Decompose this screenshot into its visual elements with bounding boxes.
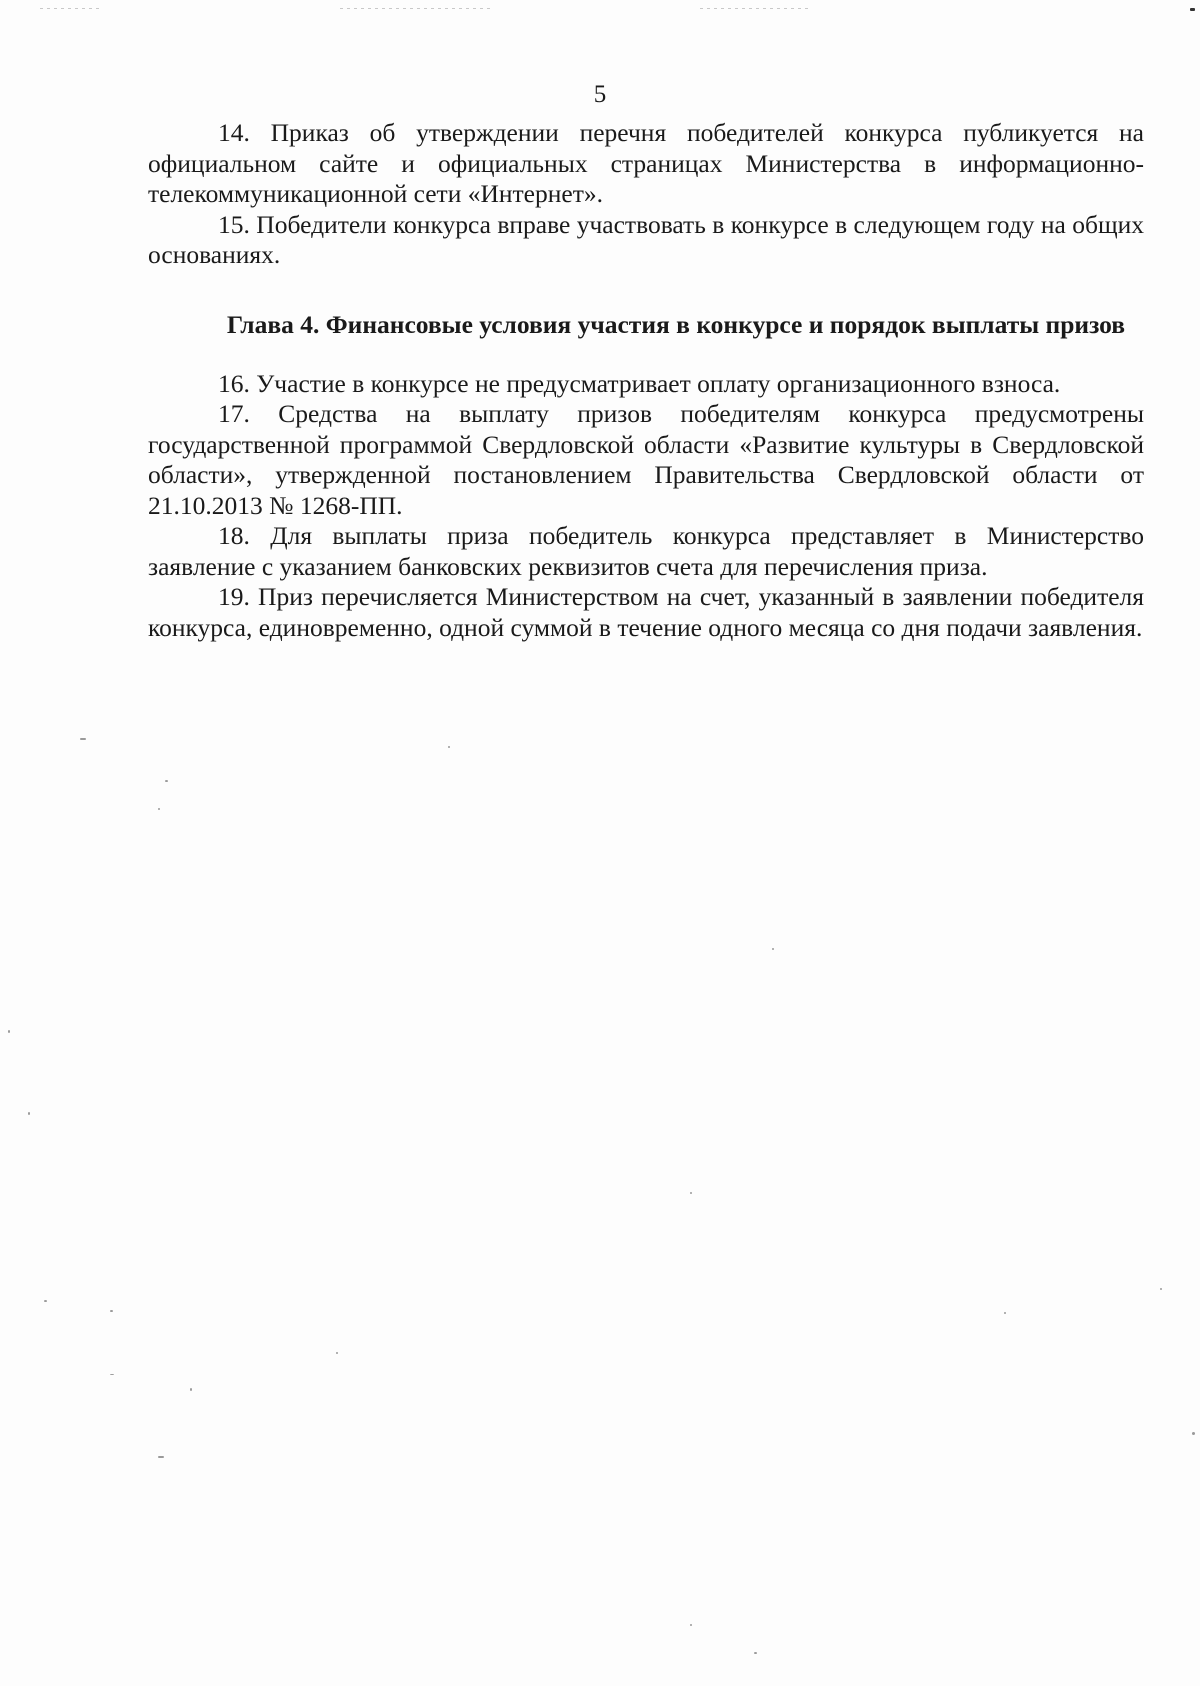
scan-speck <box>44 1300 47 1302</box>
scan-speck <box>1004 1312 1006 1314</box>
document-body <box>148 118 1144 643</box>
scan-speck <box>158 1456 164 1458</box>
paragraph-18: 18. Для выплаты приза победитель конкурса представляет в Министерство заявление с указанием банковских реквизитов счета для перечисления приза. <box>148 521 1144 581</box>
scan-speck <box>754 1652 757 1654</box>
paragraph-19: 19. Приз перечисляется Министерством на счет, указанный в заявлении победителя конкурса, единовременно, одной суммой в течение одного месяца со дня подачи заявления. <box>148 582 1144 642</box>
scan-speck <box>8 1030 10 1033</box>
chapter-heading: Глава 4. Финансовые условия участия в конкурсе и порядок выплаты призов <box>226 309 1126 339</box>
scan-speck <box>690 1624 692 1626</box>
scan-speck <box>110 1310 113 1312</box>
scan-speck <box>1190 8 1195 11</box>
scan-speck <box>772 948 774 950</box>
scan-artifact-line <box>700 8 810 9</box>
scan-artifact-line <box>340 8 490 9</box>
scan-speck <box>190 1388 192 1391</box>
scan-speck <box>165 780 168 782</box>
scan-speck <box>336 1352 338 1354</box>
scan-speck <box>690 1192 692 1194</box>
scan-speck <box>110 1374 114 1375</box>
paragraph-15: 15. Победители конкурса вправе участвовать в конкурсе в следующем году на общих основаниях. <box>148 209 1144 269</box>
scan-artifact-line <box>40 8 100 9</box>
scan-speck <box>1160 1288 1162 1290</box>
page-number: 5 <box>593 81 607 108</box>
paragraph-14: 14. Приказ об утверждении перечня победителей конкурса публикуется на официальном сайте и официальных страницах Министерства в информационно-телекоммуникационной сети «Интернет». <box>148 118 1144 208</box>
scan-speck <box>28 1112 30 1115</box>
scan-speck <box>448 746 450 748</box>
scan-speck <box>158 808 160 810</box>
scan-speck <box>80 738 86 740</box>
paragraph-17: 17. Средства на выплату призов победителям конкурса предусмотрены государственной программой Свердловской области «Развитие культуры в Свердловской области», утвержденной постановлением Правительства Свердловской области от 21.10.2013 № 1268-ПП. <box>148 399 1144 520</box>
paragraph-16: 16. Участие в конкурсе не предусматривает оплату организационного взноса. <box>218 368 1061 398</box>
scan-speck <box>1192 1432 1195 1435</box>
